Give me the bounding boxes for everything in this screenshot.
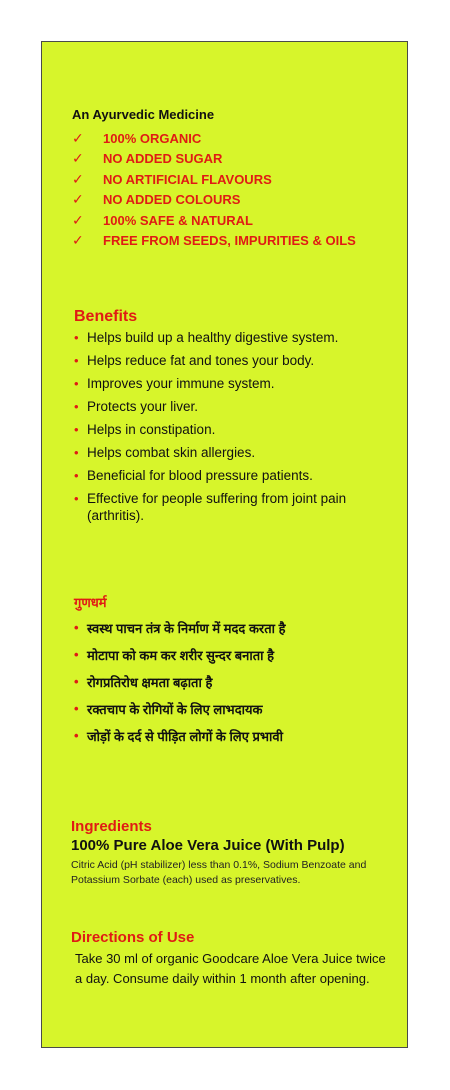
bullet-icon: • [74,620,79,635]
bullet-icon: • [74,422,79,437]
bullet-icon: • [74,330,79,345]
label-panel [41,41,408,1048]
checkmark-icon: ✓ [72,129,84,146]
checkmark-icon: ✓ [72,232,84,249]
benefit-text: Helps in constipation. [87,422,216,437]
bullet-icon: • [74,468,79,483]
claim-item [72,169,356,190]
gundharm-item [74,695,286,722]
bullet-icon: • [74,701,79,716]
gundharm-text: रक्तचाप के रोगियों के लिए लाभदायक [87,701,263,717]
benefit-text: Protects your liver. [87,399,199,414]
ingredients-preservatives: Citric Acid (pH stabilizer) less than 0.1%, Sodium Benzoate and Potassium Sorbate (each) used as preservatives. [71,859,367,886]
benefits-heading: Benefits [74,308,138,325]
bullet-icon: • [74,728,79,743]
claim-item [72,128,356,149]
directions-heading: Directions of Use [71,929,195,946]
ingredients-heading: Ingredients [71,818,152,835]
gundharm-list [74,614,286,749]
gundharm-text: मोटापा को कम कर शरीर सुन्दर बनाता है [87,647,275,663]
benefit-item [74,329,404,346]
directions-text: Take 30 ml of organic Goodcare Aloe Vera Juice twice a day. Consume daily within 1 month after opening. [75,951,386,986]
checkmark-icon: ✓ [72,170,84,187]
intro-heading: An Ayurvedic Medicine [72,107,215,122]
claims-list [72,128,356,251]
benefit-item [74,375,404,392]
gundharm-text: स्वस्थ पाचन तंत्र के निर्माण में मदद करता है [87,620,286,636]
checkmark-icon: ✓ [72,191,84,208]
claim-text: NO ARTIFICIAL FLAVOURS [103,171,272,187]
benefit-text: Effective for people suffering from joint pain (arthritis). [87,491,347,523]
bullet-icon: • [74,353,79,368]
bullet-icon: • [74,445,79,460]
ingredients-main: 100% Pure Aloe Vera Juice (With Pulp) [71,837,345,854]
claim-text: 100% ORGANIC [103,130,202,146]
benefit-item [74,490,404,524]
gundharm-item [74,722,286,749]
checkmark-icon: ✓ [72,211,84,228]
claim-text: FREE FROM SEEDS, IMPURITIES & OILS [103,233,356,249]
bullet-icon: • [74,376,79,391]
gundharm-item [74,614,286,641]
benefit-text: Beneficial for blood pressure patients. [87,468,313,483]
bullet-icon: • [74,491,79,506]
bullet-icon: • [74,647,79,662]
benefit-text: Helps combat skin allergies. [87,445,256,460]
claim-item [72,231,356,252]
gundharm-item [74,668,286,695]
bullet-icon: • [74,674,79,689]
benefit-item [74,398,404,415]
claim-item [72,210,356,231]
benefit-item [74,467,404,484]
gundharm-text: रोगप्रतिरोध क्षमता बढ़ाता है [87,674,213,690]
claim-item [72,190,356,211]
benefit-text: Helps reduce fat and tones your body. [87,353,315,368]
benefit-text: Helps build up a healthy digestive system. [87,330,339,345]
claim-text: 100% SAFE & NATURAL [103,212,254,228]
claim-text: NO ADDED SUGAR [103,151,223,167]
claim-item [72,149,356,170]
claim-text: NO ADDED COLOURS [103,192,241,208]
checkmark-icon: ✓ [72,150,84,167]
benefits-list [74,329,404,530]
benefit-text: Improves your immune system. [87,376,275,391]
benefit-item [74,421,404,438]
gundharm-heading: गुणधर्म [74,595,107,610]
benefit-item [74,444,404,461]
gundharm-text: जोड़ों के दर्द से पीड़ित लोगों के लिए प्रभावी [87,728,284,744]
bullet-icon: • [74,399,79,414]
benefit-item [74,352,404,369]
gundharm-item [74,641,286,668]
